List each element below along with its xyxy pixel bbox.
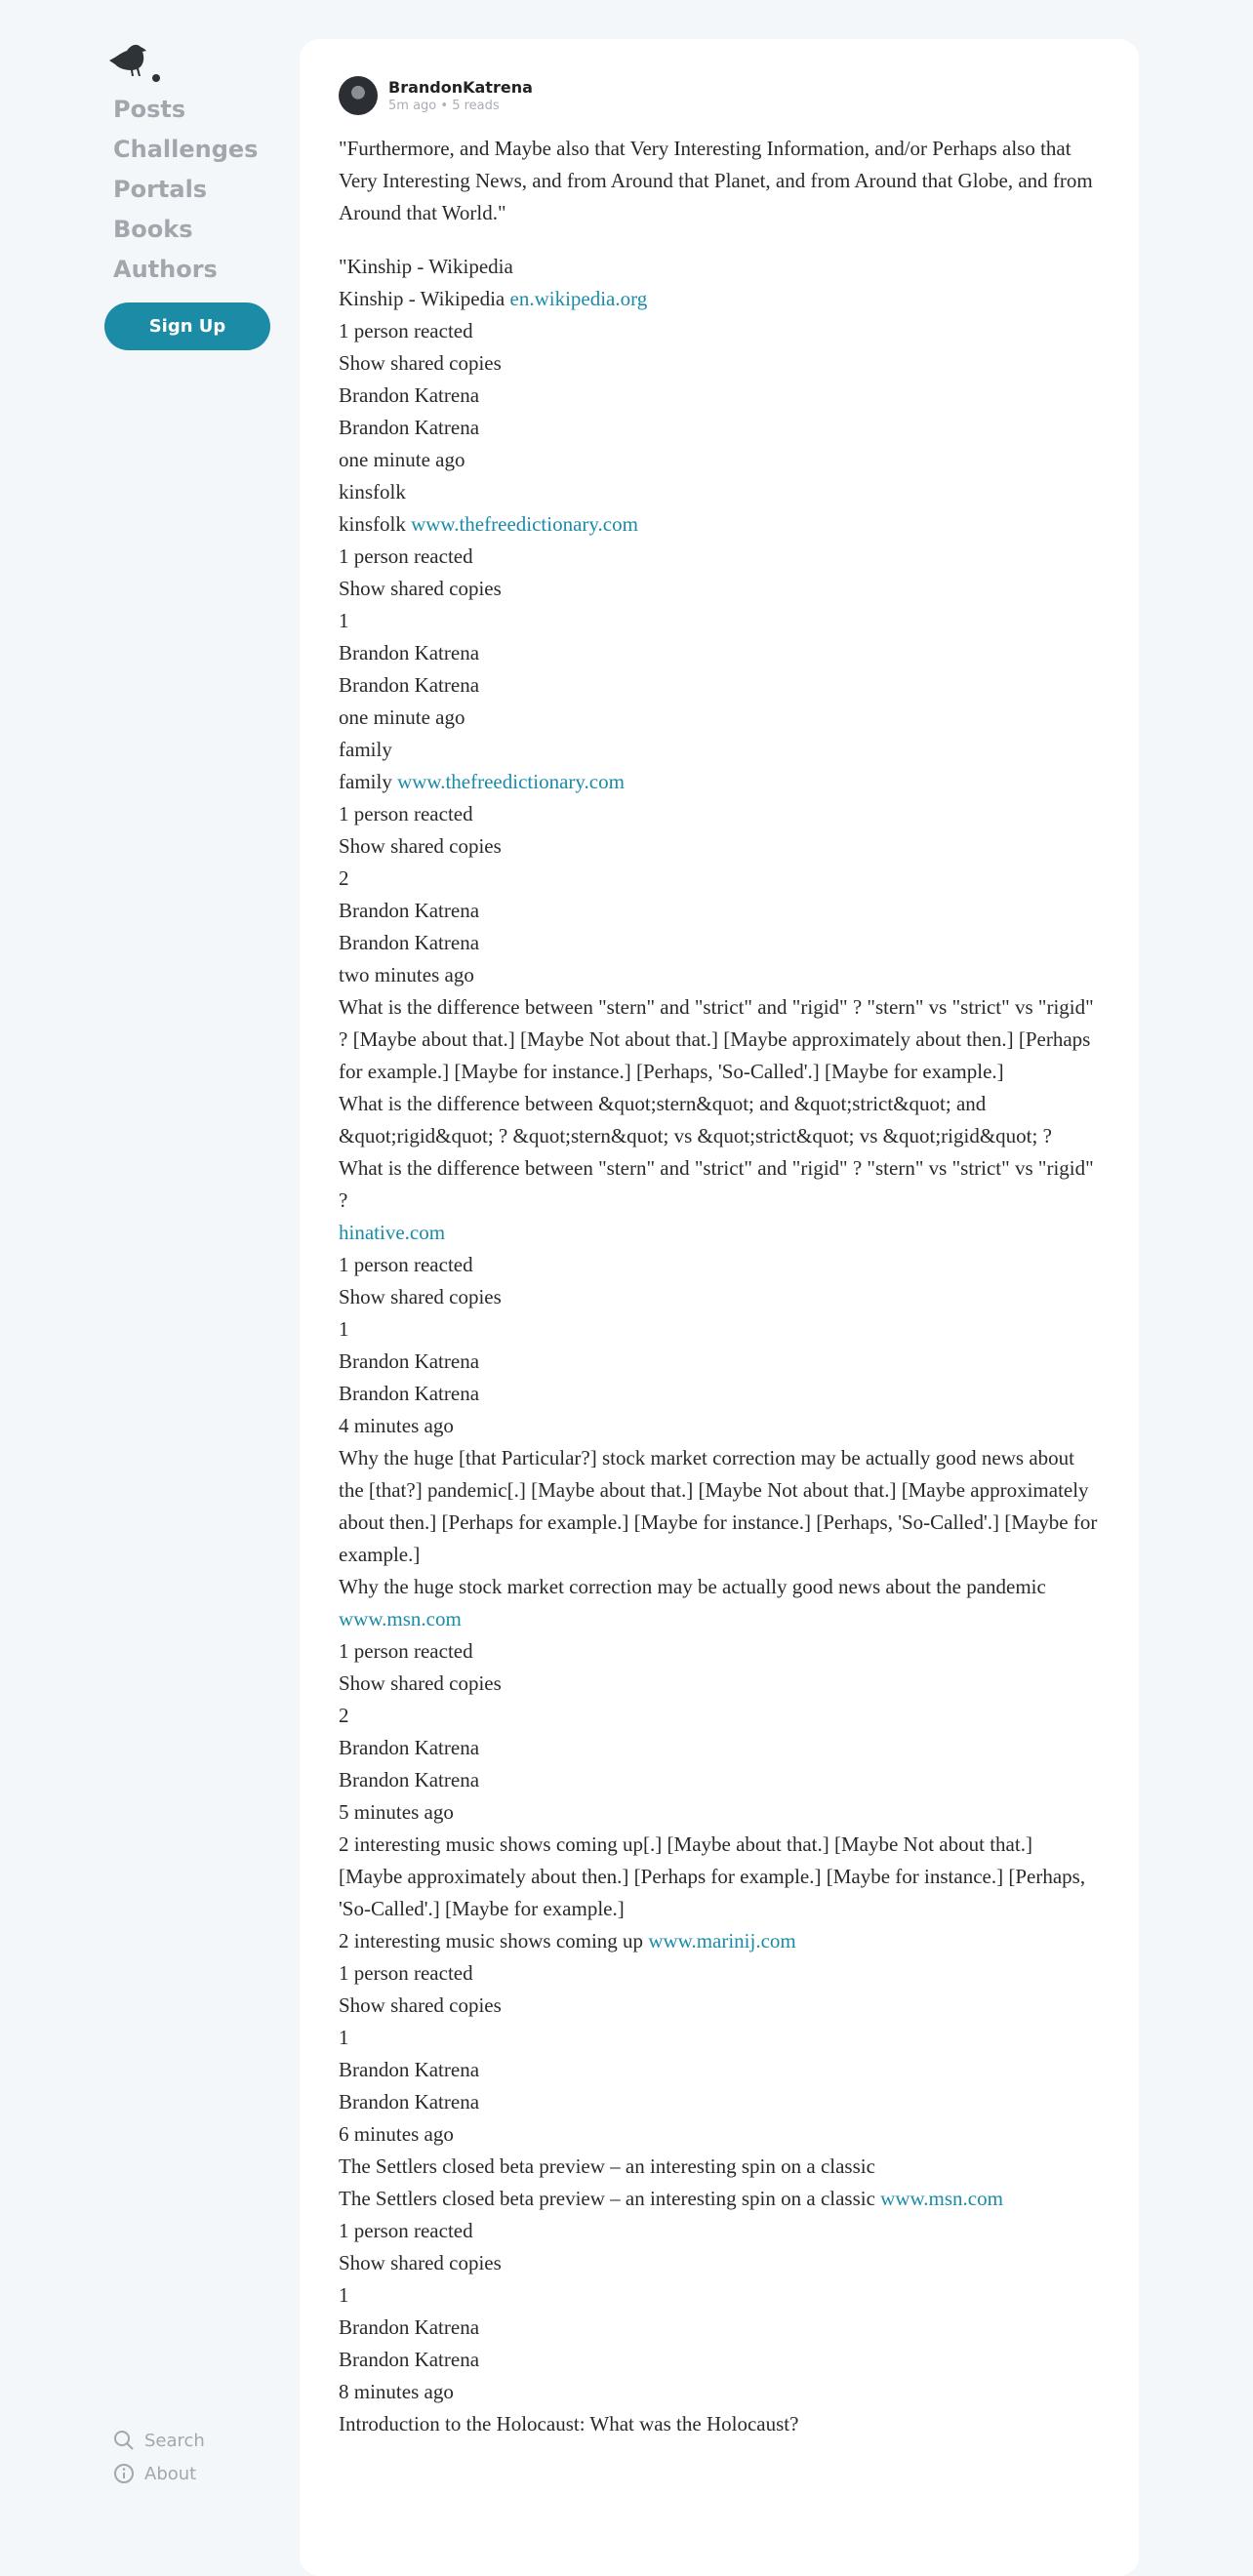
post-line-text: Kinship - Wikipedia [339, 287, 510, 310]
read-count: 5 reads [452, 98, 500, 113]
post-line-text: 5 minutes ago [339, 1800, 454, 1824]
post-line [339, 508, 1100, 541]
post-line-text: kinsfolk [339, 512, 412, 536]
post-line-text: Brandon Katrena [339, 673, 480, 697]
post-line [339, 1796, 1100, 1829]
post-line [339, 2118, 1100, 2151]
post-line-text: The Settlers closed beta preview – an interesting spin on a classic [339, 2187, 881, 2210]
post-line-text: Why the huge stock market correction may be actually good news about the pandemic [339, 1575, 1046, 1598]
source-link[interactable]: www.thefreedictionary.com [411, 512, 638, 536]
post-line [339, 1217, 1100, 1249]
post-line-text: 4 minutes ago [339, 1414, 454, 1437]
post-line-text: Show shared copies [339, 351, 502, 375]
sidebar [0, 0, 293, 2506]
avatar[interactable] [339, 76, 378, 115]
post-line-text: Brandon Katrena [339, 1349, 480, 1373]
post-line [339, 959, 1100, 991]
post-line [339, 2086, 1100, 2118]
post-line-text: Show shared copies [339, 2251, 502, 2274]
post-line-text: What is the difference between "stern" and "strict" and "rigid" ? "stern" vs "strict" vs "rigid" ? [Maybe about that.] [Maybe Not about that.] [Maybe approximately about then.] [Perhaps for example.] [Maybe for instance.] [Perhaps, 'So-Called'.] [Maybe for example.] [339, 995, 1094, 1083]
post-line-text: Show shared copies [339, 1285, 502, 1308]
post-line-text: 2 [339, 866, 349, 890]
post-line [339, 315, 1100, 347]
post-line-text: 1 [339, 2026, 349, 2049]
post-line [339, 2408, 1100, 2440]
source-link[interactable]: www.marinij.com [648, 1929, 796, 1952]
post-line-text: 1 person reacted [339, 2219, 473, 2242]
post-line [339, 2376, 1100, 2408]
info-icon [113, 2463, 135, 2484]
post-line [339, 2279, 1100, 2312]
source-link[interactable]: www.msn.com [339, 1607, 462, 1630]
post-line [339, 1410, 1100, 1442]
post-line [339, 2312, 1100, 2344]
post-line [339, 2344, 1100, 2376]
post-line [339, 2183, 1100, 2215]
post-line [339, 1764, 1100, 1796]
post-line [339, 2215, 1100, 2247]
post-meta [388, 98, 533, 114]
post-line-text: Introduction to the Holocaust: What was the Holocaust? [339, 2412, 799, 2435]
post-line-text: 1 person reacted [339, 1253, 473, 1276]
post-line-text: Brandon Katrena [339, 2348, 480, 2371]
post-line [339, 1571, 1100, 1635]
author-name[interactable]: BrandonKatrena [388, 77, 533, 97]
post-time: 5m ago [388, 98, 437, 113]
post-line [339, 991, 1100, 1088]
post-line-text: Show shared copies [339, 577, 502, 600]
post-line-text: one minute ago [339, 448, 465, 471]
post-line [339, 283, 1100, 315]
source-link[interactable]: www.msn.com [880, 2187, 1003, 2210]
post-line [339, 1281, 1100, 1313]
post-line-text: Brandon Katrena [339, 2058, 480, 2081]
post-line [339, 2022, 1100, 2054]
post-line-text: Brandon Katrena [339, 931, 480, 954]
post-line-text: Why the huge [that Particular?] stock market correction may be actually good news about the [that?] pandemic[.] [Maybe about that.] [Maybe Not about that.] [Maybe approximately about then.] [Perhaps for example.] [Maybe for instance.] [Perhaps, 'So-Called'.] [Maybe for example.] [339, 1446, 1098, 1566]
post-line [339, 1378, 1100, 1410]
post-line [339, 380, 1100, 412]
source-link[interactable]: hinative.com [339, 1221, 446, 1244]
post-lead: "Furthermore, and Maybe also that Very Interesting Information, and/or Perhaps also that Very Interesting News, and from Around that Planet, and from Around that Globe, and from Around that World." [339, 137, 1093, 224]
post-line-text: family [339, 770, 398, 793]
source-link[interactable]: www.thefreedictionary.com [397, 770, 625, 793]
post-line-text: 1 person reacted [339, 802, 473, 825]
post-line [339, 1346, 1100, 1378]
sign-up-button[interactable]: Sign Up [104, 302, 270, 350]
post-line-text: Brandon Katrena [339, 1768, 480, 1791]
search-icon [113, 2430, 135, 2451]
main-nav [113, 90, 258, 290]
post-line [339, 734, 1100, 766]
post-line-text: Brandon Katrena [339, 641, 480, 664]
post-line [339, 2247, 1100, 2279]
nav-portals[interactable]: Portals [113, 176, 208, 203]
post-line-text: 1 [339, 2283, 349, 2307]
post-line [339, 541, 1100, 573]
post-line-text: Show shared copies [339, 1993, 502, 2017]
post-line-text: 2 interesting music shows coming up [339, 1929, 649, 1952]
post-author [339, 76, 533, 115]
post-line [339, 637, 1100, 669]
post-line [339, 1088, 1100, 1152]
post-line-text: 1 person reacted [339, 1961, 473, 1985]
post-line [339, 1313, 1100, 1346]
post-line-text: What is the difference between "stern" and "strict" and "rigid" ? "stern" vs "strict" vs "rigid" ? [339, 1156, 1094, 1212]
post-line [339, 573, 1100, 605]
post-line-text: 2 interesting music shows coming up[.] [Maybe about that.] [Maybe Not about that.] [Maybe approximately about then.] [Perhaps for example.] [Maybe for instance.] [Perhaps, 'So-Called'.] [Maybe for example.] [339, 1832, 1086, 1920]
post-line-text: Brandon Katrena [339, 416, 480, 439]
post-line-text: 2 [339, 1704, 349, 1727]
post-line [339, 927, 1100, 959]
post-line [339, 1957, 1100, 1990]
post-line-text: 1 [339, 1317, 349, 1341]
post-line [339, 1442, 1100, 1571]
post-line [339, 766, 1100, 798]
nav-books[interactable]: Books [113, 216, 193, 243]
post-line [339, 2151, 1100, 2183]
post-line [339, 1668, 1100, 1700]
post-line-text: Brandon Katrena [339, 2090, 480, 2113]
post-line [339, 895, 1100, 927]
post-card [300, 39, 1139, 2576]
post-line [339, 669, 1100, 702]
post-line-text: two minutes ago [339, 963, 474, 986]
post-line [339, 1829, 1100, 1925]
post-line-text: "Kinship - Wikipedia [339, 255, 513, 278]
post-line [339, 702, 1100, 734]
post-line-text: 1 person reacted [339, 544, 473, 568]
post-line-text: 1 person reacted [339, 319, 473, 342]
post-line [339, 1249, 1100, 1281]
post-line [339, 1635, 1100, 1668]
post-line-text: The Settlers closed beta preview – an interesting spin on a classic [339, 2154, 875, 2178]
post-line [339, 798, 1100, 830]
search-label: Search [144, 2430, 205, 2451]
post-line [339, 412, 1100, 444]
about-label: About [144, 2463, 197, 2484]
nav-authors[interactable]: Authors [113, 256, 218, 283]
post-line-text: What is the difference between &quot;stern&quot; and &quot;strict&quot; and &quot;rigid&quot; ? &quot;stern&quot; vs &quot;strict&quot; vs &quot;rigid&quot; ? [339, 1092, 1052, 1147]
post-line [339, 444, 1100, 476]
post-line [339, 347, 1100, 380]
post-line-text: family [339, 738, 392, 761]
post-line-text: Brandon Katrena [339, 383, 480, 407]
post-line [339, 2054, 1100, 2086]
post-body [339, 133, 1100, 2440]
post-line-text: 1 person reacted [339, 1639, 473, 1663]
post-line-text: Brandon Katrena [339, 2315, 480, 2339]
post-line [339, 476, 1100, 508]
post-line-text: kinsfolk [339, 480, 406, 503]
crow-logo-icon[interactable] [107, 39, 162, 86]
meta-separator: • [440, 98, 449, 113]
post-line [339, 1152, 1100, 1217]
post-line-text: one minute ago [339, 705, 465, 729]
about-link[interactable] [113, 2461, 196, 2486]
post-line [339, 605, 1100, 637]
post-line [339, 863, 1100, 895]
post-line-text: Brandon Katrena [339, 1736, 480, 1759]
search-link[interactable] [113, 2428, 205, 2453]
source-link[interactable]: en.wikipedia.org [509, 287, 648, 310]
post-line [339, 1925, 1100, 1957]
post-line [339, 1700, 1100, 1732]
nav-challenges[interactable]: Challenges [113, 136, 259, 163]
post-line-text: Brandon Katrena [339, 899, 480, 922]
post-line-text: 6 minutes ago [339, 2122, 454, 2146]
post-line-text: 8 minutes ago [339, 2380, 454, 2403]
post-line-text: Brandon Katrena [339, 1382, 480, 1405]
post-line [339, 830, 1100, 863]
post-line-text: Show shared copies [339, 1671, 502, 1695]
post-line-text: Show shared copies [339, 834, 502, 858]
post-line [339, 251, 1100, 283]
post-line [339, 1990, 1100, 2022]
post-line [339, 1732, 1100, 1764]
nav-posts[interactable]: Posts [113, 96, 186, 123]
post-line-text: 1 [339, 609, 349, 632]
